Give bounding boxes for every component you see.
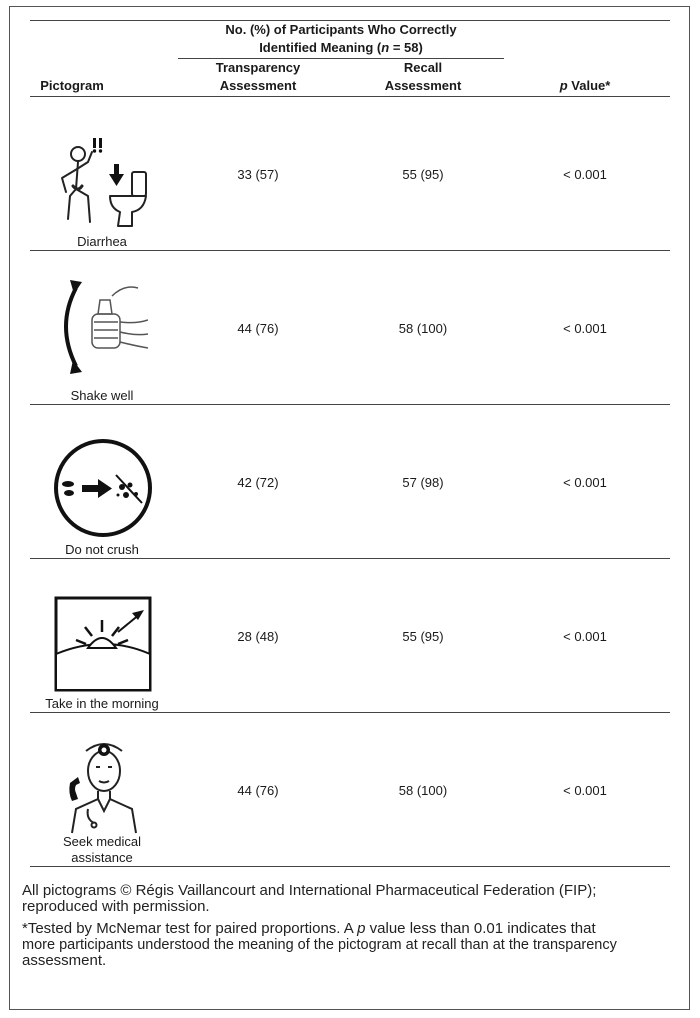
row-label-do-not-crush: Do not crush [65,542,139,557]
copyright-note-line2: reproduced with permission. [22,898,210,915]
copyright-note-line1: All pictograms © Régis Vaillancourt and International Pharmaceutical Federation (FIP); [22,882,597,899]
col-header-transparency-2: Assessment [219,78,297,93]
group-header-line2: Identified Meaning (n = 58) [259,40,423,55]
col-header-recall-1: Recall [403,60,443,75]
row-rule-4 [30,712,670,713]
seek-medical-assistance-pictogram-icon [66,737,142,835]
cell-recall-diarrhea: 55 (95) [402,167,444,182]
group-header-line1: No. (%) of Participants Who Correctly [225,22,457,37]
cell-recall-take-in-morning: 55 (95) [402,629,444,644]
row-label-seek-medical-line1: Seek medical [62,834,142,849]
cell-recall-seek-medical: 58 (100) [398,783,448,798]
cell-p-seek-medical: < 0.001 [563,783,607,798]
cell-transparency-do-not-crush: 42 (72) [237,475,279,490]
take-in-morning-pictogram-icon [54,596,152,692]
shake-well-pictogram-icon [58,274,148,384]
col-header-pictogram: Pictogram [40,78,104,93]
row-rule-1 [30,250,670,251]
diarrhea-pictogram-icon [48,134,158,230]
cell-recall-shake-well: 58 (100) [398,321,448,336]
col-header-transparency-1: Transparency [215,60,301,75]
row-label-shake-well: Shake well [70,388,134,403]
row-label-seek-medical-line2: assistance [71,850,133,865]
test-note-line3: assessment. [22,952,107,969]
cell-transparency-take-in-morning: 28 (48) [237,629,279,644]
row-rule-2 [30,404,670,405]
row-rule-3 [30,558,670,559]
test-note-line1: *Tested by McNemar test for paired proportions. A p value less than 0.01 indicates that [22,920,596,937]
cell-p-do-not-crush: < 0.001 [563,475,607,490]
cell-recall-do-not-crush: 57 (98) [402,475,444,490]
test-note-line2: more participants understood the meaning of the pictogram at recall than at the transparency [22,937,617,953]
cell-p-shake-well: < 0.001 [563,321,607,336]
cell-p-take-in-morning: < 0.001 [563,629,607,644]
col-header-recall-2: Assessment [384,78,462,93]
header-bottom-rule [30,96,670,97]
cell-transparency-diarrhea: 33 (57) [237,167,279,182]
col-header-p-value: p Value* [559,78,611,93]
row-label-take-in-morning: Take in the morning [45,696,159,711]
cell-p-diarrhea: < 0.001 [563,167,607,182]
cell-transparency-shake-well: 44 (76) [237,321,279,336]
cell-transparency-seek-medical: 44 (76) [237,783,279,798]
table-bottom-rule [30,866,670,867]
do-not-crush-pictogram-icon [52,437,154,539]
row-label-diarrhea: Diarrhea [77,234,127,249]
